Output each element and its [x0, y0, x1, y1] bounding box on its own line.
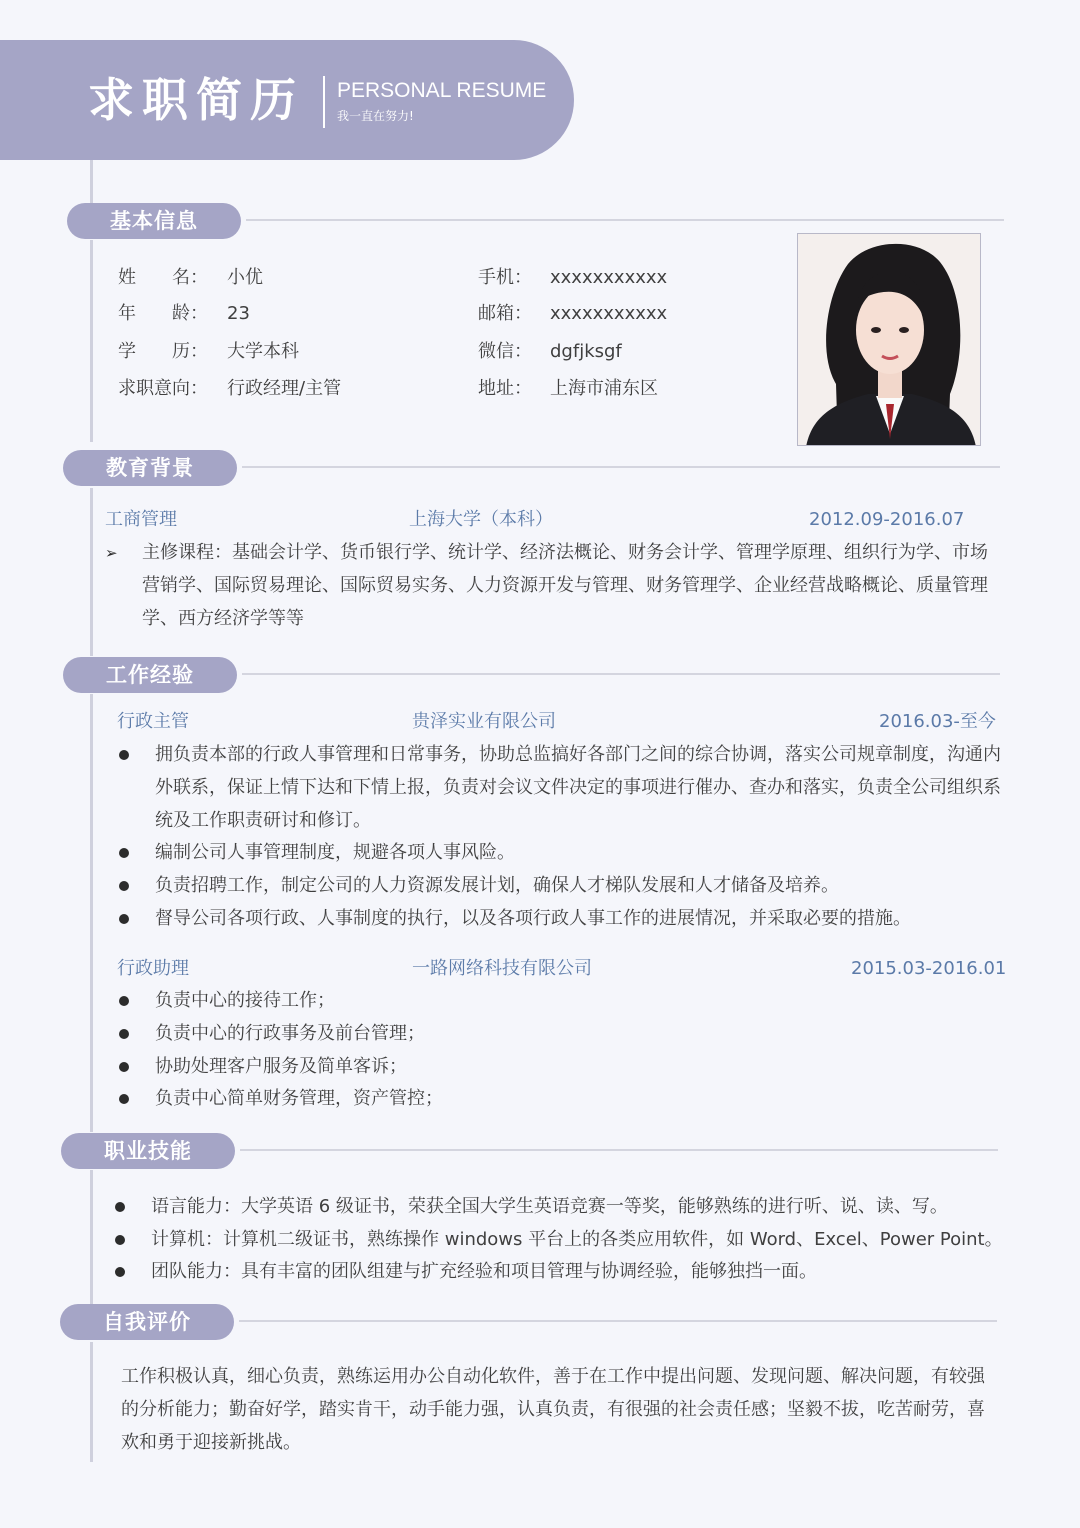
- phone-label: 手机：: [478, 267, 532, 288]
- section-header-education: 教育背景: [63, 450, 237, 486]
- bullet-dot-icon: [119, 1062, 129, 1072]
- bullet-dot-icon: [115, 1235, 125, 1245]
- timeline-spine: [90, 1170, 93, 1304]
- timeline-spine: [90, 1342, 93, 1462]
- job-period: 2015.03-2016.01: [851, 958, 1007, 979]
- section-header-work: 工作经验: [63, 657, 237, 693]
- bullet-dot-icon: [119, 914, 129, 924]
- bullet-dot-icon: [115, 1267, 125, 1277]
- address-value: 上海市浦东区: [550, 378, 658, 399]
- education-courses-line: 营销学、国际贸易理论、国际贸易实务、人力资源开发与管理、财务管理学、企业经营战略概论、质量管理: [142, 575, 988, 596]
- section-divider: [239, 1320, 997, 1322]
- resume-title: 求职简历: [88, 73, 304, 127]
- job-duty: 督导公司各项行政、人事制度的执行，以及各项行政人事工作的进展情况，并采取必要的措施。: [155, 908, 911, 929]
- job-duty-line: 外联系，保证上情下达和下情上报，负责对会议文件决定的事项进行催办、查办和落实，负责全公司组织系: [155, 777, 1001, 798]
- age-value: 23: [227, 303, 250, 324]
- education-courses-line: 学、西方经济学等等: [142, 608, 304, 629]
- job-title: 行政助理: [117, 958, 189, 979]
- self-evaluation-line: 欢和勇于迎接新挑战。: [121, 1432, 301, 1453]
- job-duty: 编制公司人事管理制度，规避各项人事风险。: [155, 842, 515, 863]
- title-divider: [323, 76, 325, 128]
- timeline-spine: [90, 488, 93, 656]
- job-duty: 负责中心简单财务管理，资产管控；: [155, 1088, 443, 1109]
- job-duty: 负责中心的行政事务及前台管理；: [155, 1023, 425, 1044]
- resume-slogan: 我一直在努力!: [337, 109, 414, 123]
- education-major: 工商管理: [105, 509, 177, 530]
- job-company: 一路网络科技有限公司: [412, 958, 592, 979]
- bullet-dot-icon: [119, 996, 129, 1006]
- timeline-spine: [90, 240, 93, 442]
- bullet-dot-icon: [119, 848, 129, 858]
- education-courses-line: 主修课程：基础会计学、货币银行学、统计学、经济法概论、财务会计学、管理学原理、组织行为学、市场: [142, 542, 988, 563]
- bullet-dot-icon: [119, 750, 129, 760]
- education-level-value: 大学本科: [227, 341, 299, 362]
- job-duty-line: 统及工作职责研讨和修订。: [155, 810, 371, 831]
- job-duty: 协助处理客户服务及简单客诉；: [155, 1056, 407, 1077]
- job-duty: 负责中心的接待工作；: [155, 990, 335, 1011]
- section-divider: [246, 219, 1004, 221]
- bullet-dot-icon: [119, 881, 129, 891]
- job-company: 贵泽实业有限公司: [412, 711, 556, 732]
- age-label: 年 龄：: [118, 303, 208, 324]
- self-evaluation-line: 的分析能力；勤奋好学，踏实肯干，动手能力强，认真负责，有很强的社会责任感；坚毅不拔，吃苦耐劳，喜: [121, 1399, 985, 1420]
- bullet-dot-icon: [115, 1202, 125, 1212]
- self-evaluation-line: 工作积极认真，细心负责，熟练运用办公自动化软件，善于在工作中提出问题、发现问题、解决问题，有较强: [121, 1366, 985, 1387]
- job-intent-label: 求职意向：: [118, 378, 208, 399]
- wechat-label: 微信：: [478, 341, 532, 362]
- job-duty-line: 拥负责本部的行政人事管理和日常事务，协助总监搞好各部门之间的综合协调，落实公司规章制度，沟通内: [155, 744, 1001, 765]
- education-period: 2012.09-2016.07: [809, 509, 965, 530]
- phone-value: xxxxxxxxxxx: [550, 267, 668, 288]
- job-intent-value: 行政经理/主管: [227, 378, 342, 399]
- profile-photo: [797, 233, 981, 446]
- job-duty: 负责招聘工作，制定公司的人力资源发展计划，确保人才梯队发展和人才储备及培养。: [155, 875, 839, 896]
- section-header-basic-info: 基本信息: [67, 203, 241, 239]
- skill-item: 语言能力：大学英语 6 级证书，荣获全国大学生英语竞赛一等奖，能够熟练的进行听、说、读、写。: [151, 1196, 948, 1217]
- bullet-dot-icon: [119, 1029, 129, 1039]
- portrait-image: [798, 234, 981, 446]
- timeline-spine: [90, 694, 93, 1132]
- job-title: 行政主管: [117, 711, 189, 732]
- section-header-self-evaluation: 自我评价: [60, 1304, 234, 1340]
- skill-item: 计算机：计算机二级证书，熟练操作 windows 平台上的各类应用软件，如 Word、Excel、Power Point。: [151, 1229, 1003, 1250]
- wechat-value: dgfjksgf: [550, 341, 622, 362]
- timeline-spine: [90, 160, 93, 208]
- section-divider: [242, 673, 1000, 675]
- job-period: 2016.03-至今: [879, 711, 996, 732]
- education-school: 上海大学（本科）: [409, 509, 553, 530]
- section-header-skills: 职业技能: [61, 1133, 235, 1169]
- skill-item: 团队能力：具有丰富的团队组建与扩充经验和项目管理与协调经验，能够独挡一面。: [151, 1261, 817, 1282]
- arrow-bullet-icon: ➢: [105, 544, 118, 562]
- email-label: 邮箱：: [478, 303, 532, 324]
- name-value: 小优: [227, 267, 263, 288]
- section-divider: [242, 466, 1000, 468]
- email-value: xxxxxxxxxxx: [550, 303, 668, 324]
- address-label: 地址：: [478, 378, 532, 399]
- name-label: 姓 名：: [118, 267, 208, 288]
- section-divider: [240, 1149, 998, 1151]
- resume-title-en: PERSONAL RESUME: [337, 79, 547, 102]
- education-level-label: 学 历：: [118, 341, 208, 362]
- bullet-dot-icon: [119, 1094, 129, 1104]
